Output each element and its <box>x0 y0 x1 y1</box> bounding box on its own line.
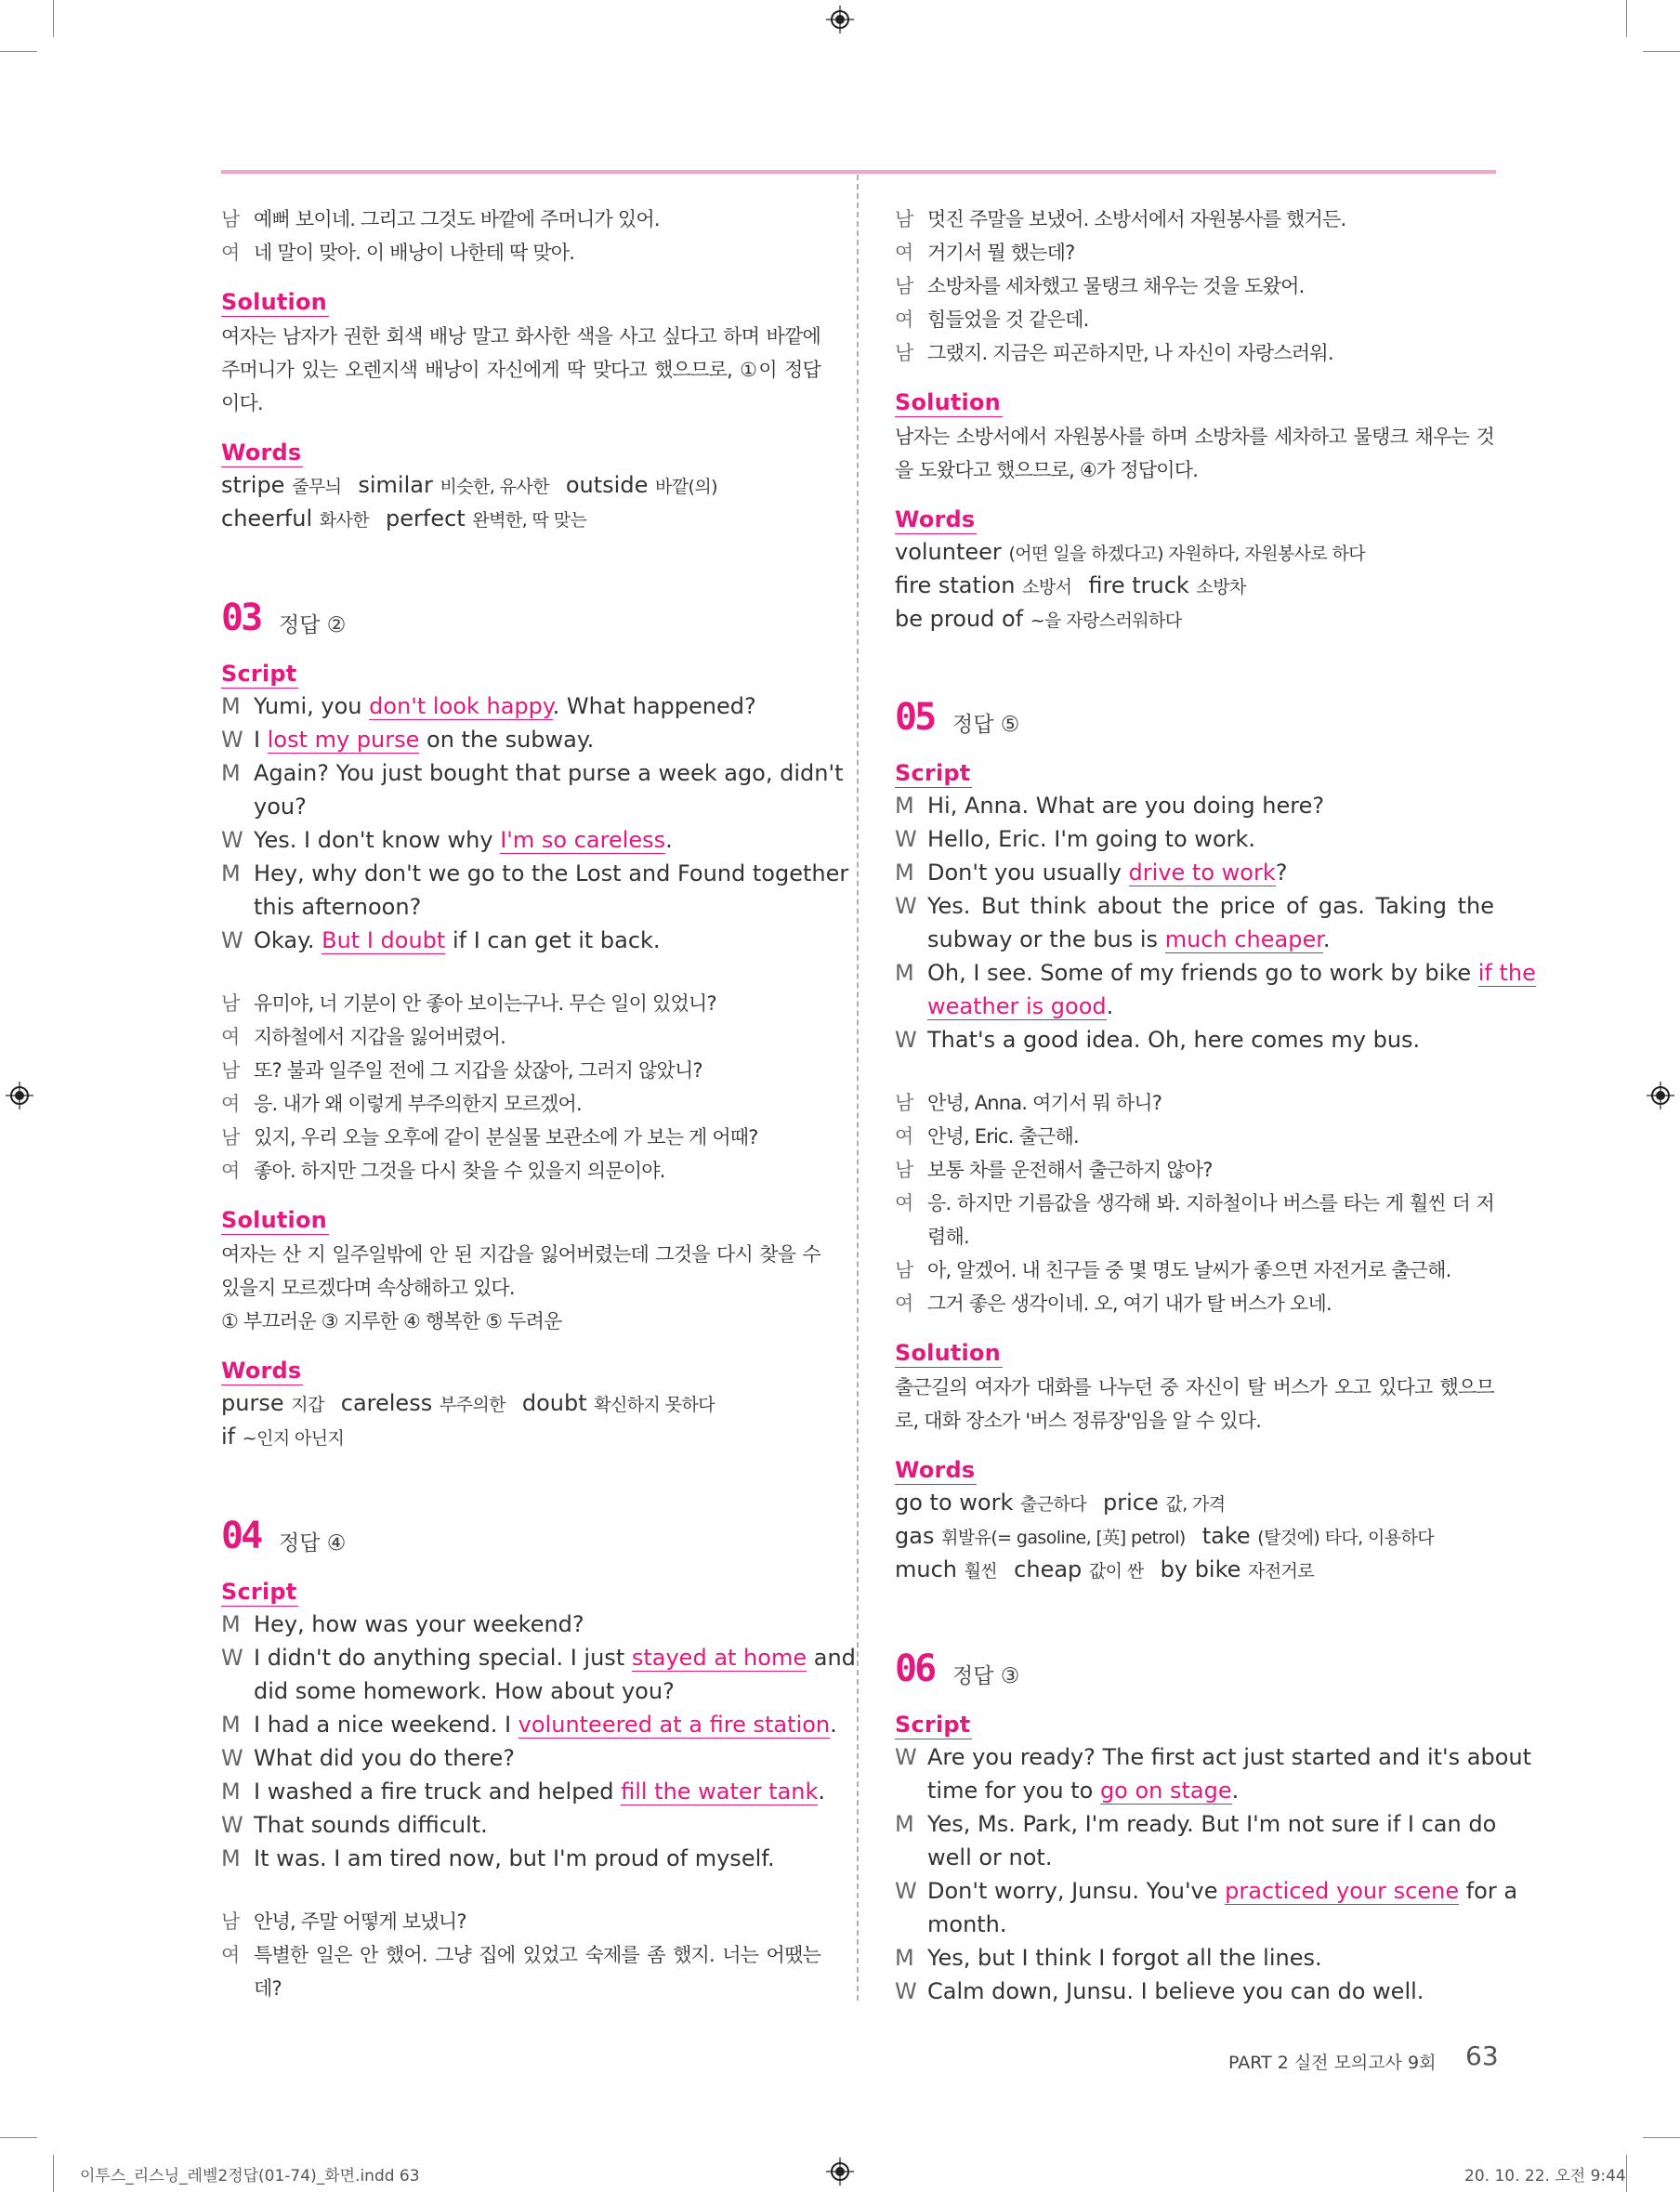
file-slug: 이투스_리스닝_레벨2정답(01-74)_화면.indd 63 <box>80 2167 420 2185</box>
words-line: fire station 소방서 fire truck 소방차 <box>895 572 1246 598</box>
words-line: stripe 줄무늬 similar 비슷한, 유사한 outside 바깥(의) <box>221 472 717 498</box>
script-label: Script <box>221 1579 297 1605</box>
column-divider <box>857 175 859 2001</box>
words-label: Words <box>895 506 976 532</box>
question-number: 03 <box>221 597 261 639</box>
question-number: 04 <box>221 1515 261 1557</box>
crop-mark <box>1626 0 1627 37</box>
words-label: Words <box>895 1457 976 1483</box>
solution-label: Solution <box>221 289 327 315</box>
script-label: Script <box>221 661 297 687</box>
words-line: go to work 출근하다 price 값, 가격 <box>895 1490 1226 1516</box>
crop-mark <box>1643 2137 1680 2138</box>
answer-label: 정답 ③ <box>952 1664 1020 1688</box>
page-number: 63 <box>1465 2041 1499 2071</box>
script-label: Script <box>895 760 971 786</box>
crop-mark <box>53 2155 54 2192</box>
answer-label: 정답 ④ <box>279 1531 347 1555</box>
solution-line: 주머니가 있는 오렌지색 배낭이 자신에게 딱 맞다고 했으므로, ①이 정답 <box>221 359 820 381</box>
words-line: gas 휘발유(= gasoline, [英] petrol) take (탈것에) 타다, 이용하다 <box>895 1523 1435 1549</box>
print-date: 20. 10. 22. 오전 9:44 <box>1464 2167 1626 2185</box>
solution-label: Solution <box>895 1340 1001 1366</box>
script-label: Script <box>895 1712 971 1738</box>
answer-label: 정답 ⑤ <box>952 713 1020 737</box>
registration-mark-icon <box>6 1082 33 1109</box>
header-rule <box>221 170 1496 174</box>
solution-line: 있을지 모르겠다며 속상해하고 있다. <box>221 1277 515 1299</box>
crop-mark <box>1626 2155 1627 2192</box>
part-label: PART 2 실전 모의고사 9회 <box>1228 2053 1437 2073</box>
words-line: much 훨씬 cheap 값이 싼 by bike 자전거로 <box>895 1556 1315 1582</box>
words-line: volunteer (어떤 일을 하겠다고) 자원하다, 자원봉사로 하다 <box>895 539 1366 565</box>
solution-line: 을 도왔다고 했으므로, ④가 정답이다. <box>895 459 1199 481</box>
words-label: Words <box>221 440 302 466</box>
solution-line: 남자는 소방서에서 자원봉사를 하며 소방차를 세차하고 물탱크 채우는 것 <box>895 426 1494 448</box>
solution-label: Solution <box>895 389 1001 415</box>
question-number: 06 <box>895 1647 935 1690</box>
registration-mark-icon <box>826 2158 854 2185</box>
solution-line: 여자는 남자가 권한 회색 배낭 말고 화사한 색을 사고 싶다고 하며 바깥에 <box>221 325 820 348</box>
crop-mark <box>0 51 37 52</box>
crop-mark <box>0 2137 37 2138</box>
words-line: purse 지갑 careless 부주의한 doubt 확신하지 못하다 <box>221 1390 715 1416</box>
solution-line: 이다. <box>221 392 263 414</box>
solution-label: Solution <box>221 1207 327 1233</box>
registration-mark-icon <box>826 6 854 33</box>
solution-line: 여자는 산 지 일주일밖에 안 된 지갑을 잃어버렸는데 그것을 다시 찾을 수 <box>221 1243 820 1266</box>
words-label: Words <box>221 1358 302 1384</box>
words-line: if ~인지 아닌지 <box>221 1424 345 1450</box>
solution-line: 로, 대화 장소가 '버스 정류장'임을 알 수 있다. <box>895 1410 1262 1432</box>
crop-mark <box>1643 51 1680 52</box>
question-number: 05 <box>895 696 935 739</box>
words-line: cheerful 화사한 perfect 완벽한, 딱 맞는 <box>221 505 587 532</box>
words-line: be proud of ~을 자랑스러워하다 <box>895 606 1182 632</box>
solution-line: ① 부끄러운 ③ 지루한 ④ 행복한 ⑤ 두려운 <box>221 1310 562 1332</box>
solution-line: 출근길의 여자가 대화를 나누던 중 자신이 탈 버스가 오고 있다고 했으므 <box>895 1376 1494 1398</box>
crop-mark <box>53 0 54 37</box>
answer-label: 정답 ② <box>279 613 347 637</box>
registration-mark-icon <box>1647 1082 1674 1109</box>
